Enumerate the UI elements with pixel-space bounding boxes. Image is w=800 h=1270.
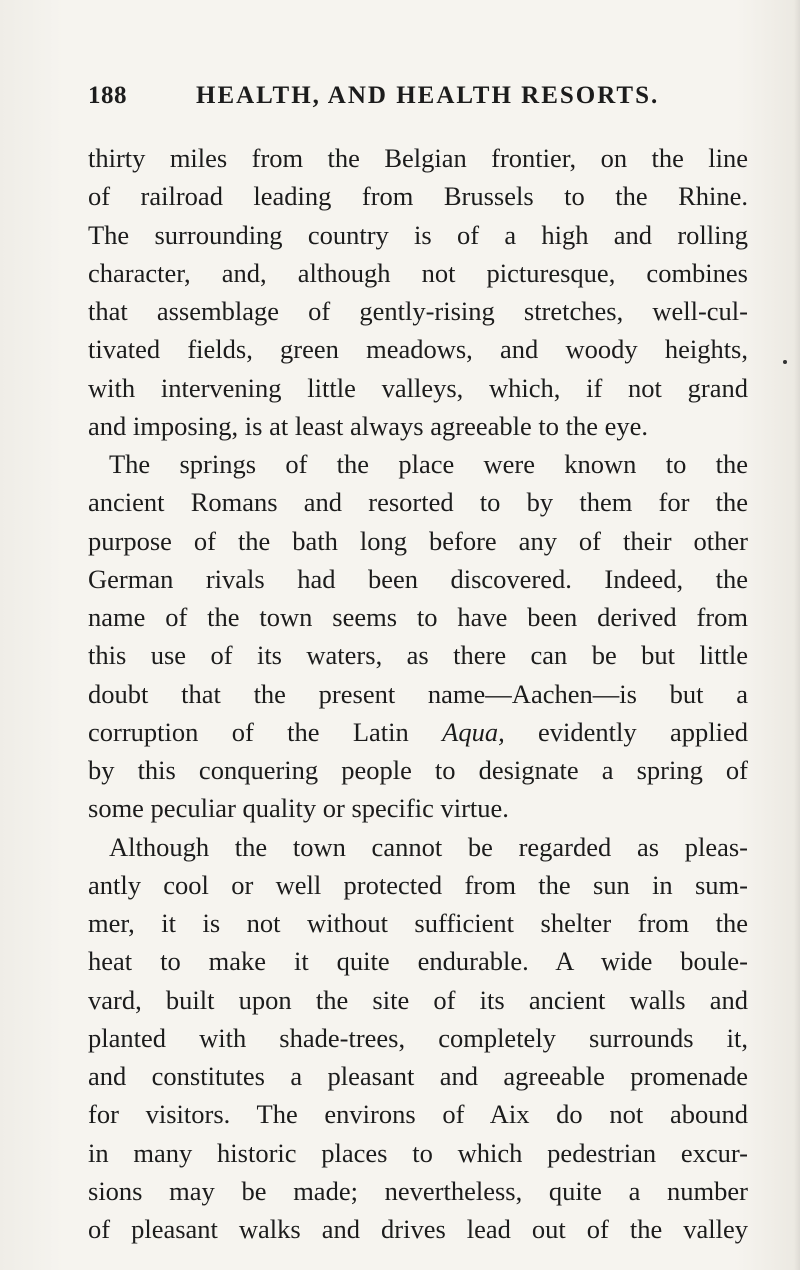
page-edge-shadow — [794, 0, 800, 1270]
text-line: by this conquering people to designate a spring of — [88, 755, 748, 785]
text-line: planted with shade-trees, completely surrounds it, — [88, 1022, 748, 1053]
text-line: mer, it is not without sufficient shelter from the — [88, 908, 748, 938]
running-title: HEALTH, AND HEALTH RESORTS. — [196, 82, 660, 109]
text-line: that assemblage of gently-rising stretches, well-cul- — [88, 296, 748, 326]
text-line: sions may be made; nevertheless, quite a number — [88, 1175, 748, 1206]
text-line: and imposing, is at least always agreeable to the eye. — [88, 410, 648, 441]
text-line: The surrounding country is of a high and rolling — [88, 219, 748, 250]
body-text — [88, 139, 748, 1248]
text-line: antly cool or well protected from the sun in sum- — [88, 869, 748, 900]
text-line — [88, 713, 748, 751]
text-segment: corruption of the Latin — [88, 716, 409, 747]
text-segment: evidently applied — [538, 716, 748, 747]
text-line: character, and, although not picturesque, combines — [88, 257, 748, 288]
text-line: purpose of the bath long before any of their other — [88, 525, 748, 556]
text-line: ancient Romans and resorted to by them for the — [88, 487, 748, 518]
text-line: thirty miles from the Belgian frontier, on the line — [88, 143, 748, 173]
text-line: Although the town cannot be regarded as pleas- — [109, 831, 748, 862]
text-line: doubt that the present name—Aachen—is but a — [88, 678, 748, 709]
running-head — [88, 82, 748, 118]
text-line: of railroad leading from Brussels to the Rhine. — [88, 181, 748, 212]
margin-speck — [783, 360, 787, 364]
text-line: name of the town seems to have been derived from — [88, 602, 748, 632]
text-line: in many historic places to which pedestrian excur- — [88, 1137, 748, 1168]
text-line: of pleasant walks and drives lead out of the valley — [88, 1214, 748, 1244]
text-line: this use of its waters, as there can be but little — [88, 640, 748, 671]
text-line: for visitors. The environs of Aix do not abound — [88, 1099, 748, 1130]
text-line: with intervening little valleys, which, if not grand — [88, 372, 748, 403]
text-line: heat to make it quite endurable. A wide boule- — [88, 946, 748, 977]
text-line: some peculiar quality or specific virtue. — [88, 793, 509, 824]
text-line: tivated fields, green meadows, and woody heights, — [88, 334, 748, 365]
page-number: 188 — [88, 82, 127, 109]
text-line: German rivals had been discovered. Indeed, the — [88, 563, 748, 594]
italic-word: Aqua, — [442, 716, 505, 747]
text-line: The springs of the place were known to the — [109, 449, 748, 479]
text-line: and constitutes a pleasant and agreeable promenade — [88, 1061, 748, 1091]
text-line: vard, built upon the site of its ancient walls and — [88, 984, 748, 1015]
